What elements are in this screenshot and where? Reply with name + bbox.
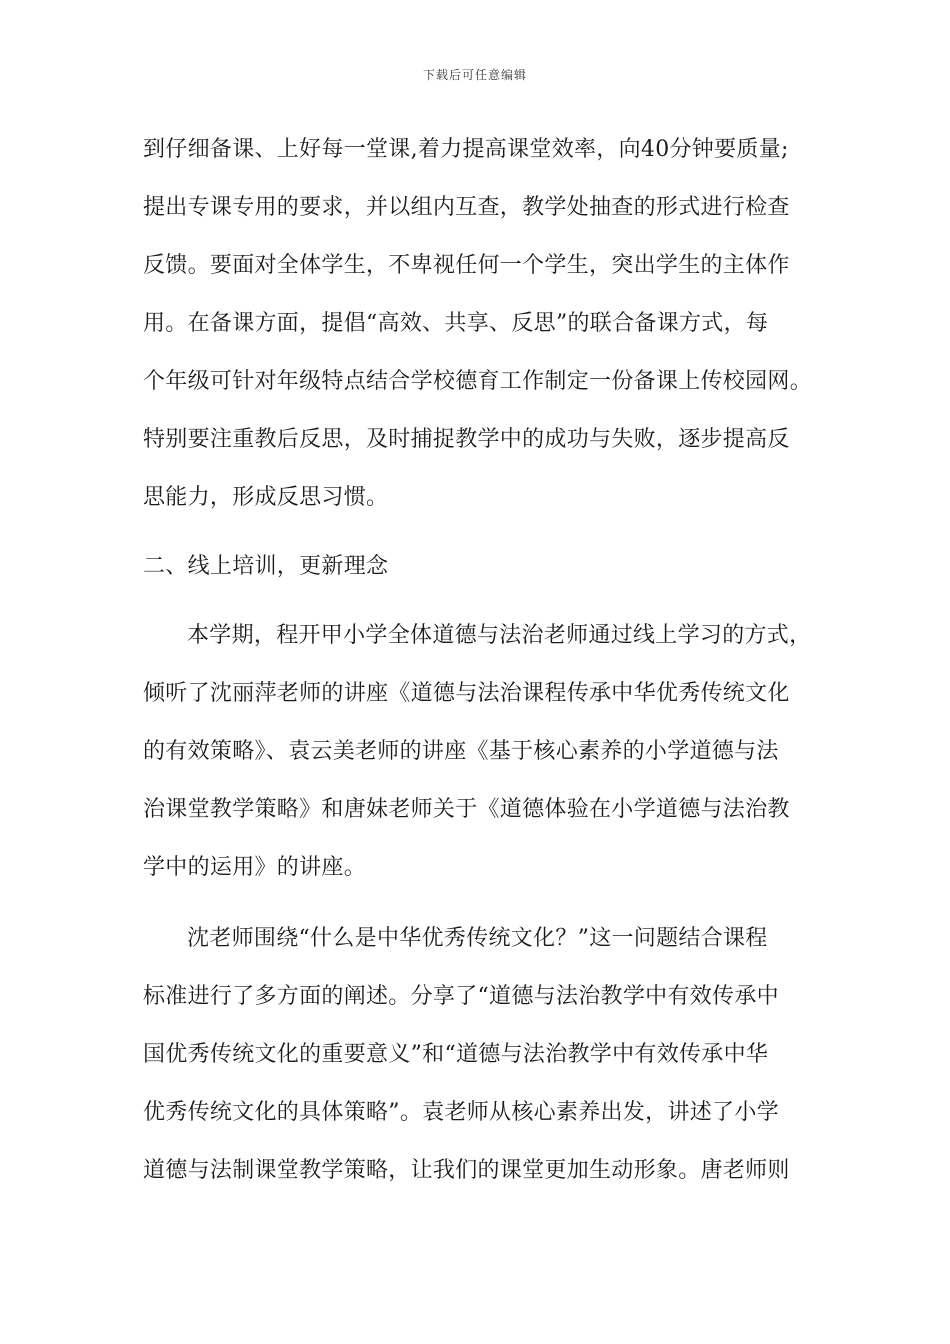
paragraph-line: 的有效策略》、袁云美老师的讲座《基于核心素养的小学道德与法 [143, 739, 779, 764]
paragraph-line: 学中的运用》的讲座。 [143, 855, 367, 880]
paragraph-line: 沈老师围绕“什么是中华优秀传统文化？”这一问题结合课程 [187, 926, 768, 951]
paragraph-line: 道德与法制课堂教学策略，让我们的课堂更加生动形象。唐老师则 [143, 1158, 790, 1183]
paragraph-line: 本学期，程开甲小学全体道德与法治老师通过线上学习的方式， [187, 623, 812, 648]
section-heading: 二、线上培训，更新理念 [143, 554, 389, 579]
paragraph-2 [143, 614, 823, 904]
paragraph-line: 提出专课专用的要求，并以组内互查，教学处抽查的形式进行检查 [143, 195, 790, 220]
paragraph-line: 特别要注重教后反思，及时捕捉教学中的成功与失败，逐步提高反 [143, 427, 790, 452]
paragraph-line: 思能力，形成反思习惯。 [143, 485, 389, 510]
paragraph-line: 用。在备课方面，提倡“高效、共享、反思”的联合备课方式，每 [143, 311, 769, 336]
document-body [143, 128, 823, 1207]
paragraph-line: 反馈。要面对全体学生，不卑视任何一个学生，突出学生的主体作 [143, 253, 790, 278]
paragraph-line: 到仔细备课、上好每一堂课,着力提高课堂效率，向40分钟要质量; [143, 137, 789, 162]
paragraph-line: 优秀传统文化的具体策略”。袁老师从核心素养出发，讲述了小学 [143, 1100, 779, 1125]
paragraph-3 [143, 917, 823, 1207]
paragraph-line: 标准进行了多方面的阐述。分享了“道德与法治教学中有效传承中 [143, 984, 779, 1009]
paragraph-1 [143, 128, 823, 534]
paragraph-line: 国优秀传统文化的重要意义”和“道德与法治教学中有效传承中华 [143, 1042, 769, 1067]
paragraph-line: 个年级可针对年级特点结合学校德育工作制定一份备课上传校园网。 [143, 369, 813, 394]
paragraph-line: 治课堂教学策略》和唐妹老师关于《道德体验在小学道德与法治教 [143, 797, 790, 822]
paragraph-line: 倾听了沈丽萍老师的讲座《道德与法治课程传承中华优秀传统文化 [143, 681, 790, 706]
page-header-note: 下载后可任意编辑 [422, 68, 527, 82]
